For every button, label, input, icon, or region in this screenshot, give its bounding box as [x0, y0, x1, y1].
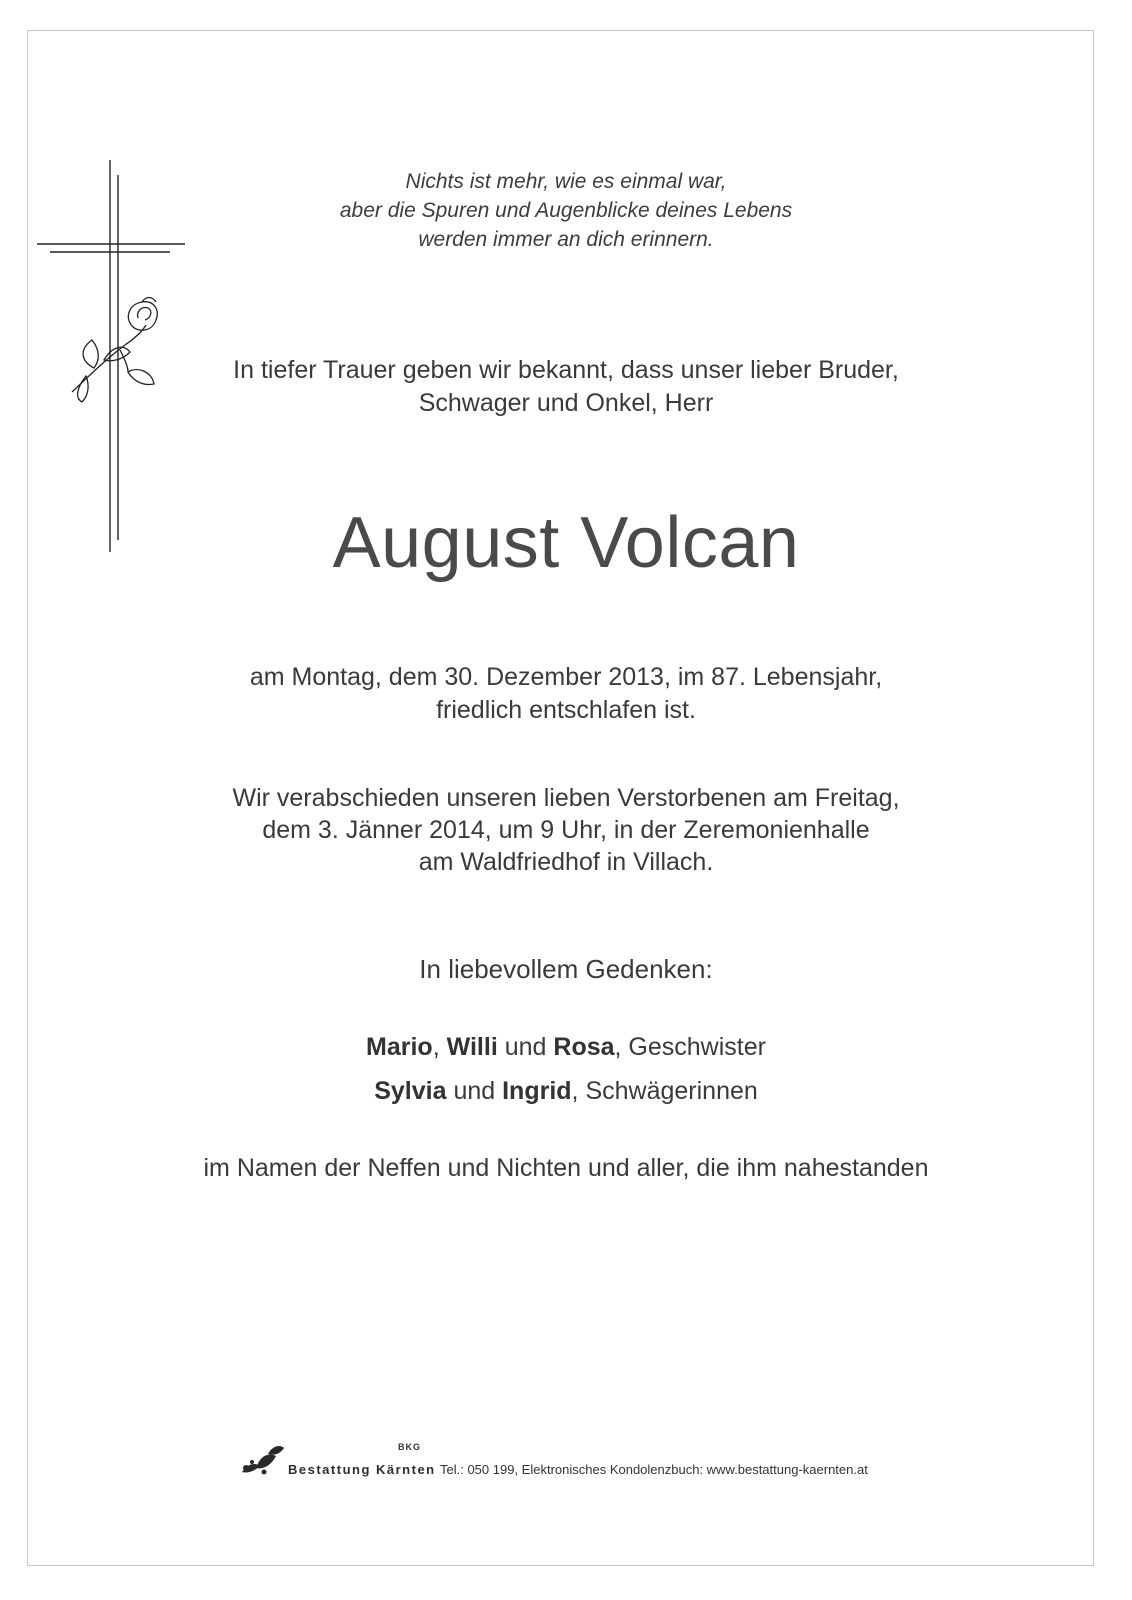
quote-line: werden immer an dich erinnern. [418, 228, 714, 251]
relation-label: , Geschwister [614, 1033, 766, 1061]
farewell-line: dem 3. Jänner 2014, um 9 Uhr, in der Zeremonienhalle [262, 816, 870, 844]
contact-info: Tel.: 050 199, Elektronisches Kondolenzbuch: www.bestattung-kaernten.at [440, 1462, 868, 1477]
mourners-list [0, 1025, 1132, 1113]
date-line: am Montag, dem 30. Dezember 2013, im 87. Lebensjahr, [249, 663, 883, 691]
gedenken-heading: In liebevollem Gedenken: [419, 954, 713, 984]
announcement [0, 354, 1132, 420]
farewell-line: am Waldfriedhof in Villach. [418, 848, 714, 876]
deceased-name: August Volcan [332, 503, 800, 583]
mourner-name: Rosa [553, 1033, 615, 1061]
relation-label: , Schwägerinnen [571, 1077, 758, 1105]
bestattung-logo-icon [238, 1442, 286, 1476]
brand-name: Bestattung Kärnten [288, 1462, 436, 1477]
farewell-text [0, 782, 1132, 878]
bkg-label: BKG [398, 1442, 421, 1452]
cross-with-rose-icon [0, 0, 200, 570]
mourners-row [0, 1025, 1132, 1069]
mourner-name: Mario [366, 1033, 433, 1061]
farewell-line: Wir verabschieden unseren lieben Verstorbenen am Freitag, [232, 784, 900, 812]
announcement-line: In tiefer Trauer geben wir bekannt, dass unser lieber Bruder, [233, 356, 899, 384]
quote [0, 167, 1132, 254]
mourner-name: Sylvia [374, 1077, 447, 1105]
death-date-text [0, 661, 1132, 727]
date-line: friedlich entschlafen ist. [436, 696, 696, 724]
mourners-row [0, 1069, 1132, 1113]
quote-line: aber die Spuren und Augenblicke deines Lebens [339, 199, 793, 222]
announcement-line: Schwager und Onkel, Herr [418, 389, 714, 417]
separator: und [497, 1033, 554, 1061]
quote-line: Nichts ist mehr, wie es einmal war, [405, 170, 727, 193]
separator: und [446, 1077, 503, 1105]
mourner-name: Ingrid [502, 1077, 572, 1105]
separator: , [432, 1033, 447, 1061]
mourner-name: Willi [446, 1033, 498, 1061]
closing-line: im Namen der Neffen und Nichten und aller, die ihm nahestanden [203, 1154, 929, 1182]
